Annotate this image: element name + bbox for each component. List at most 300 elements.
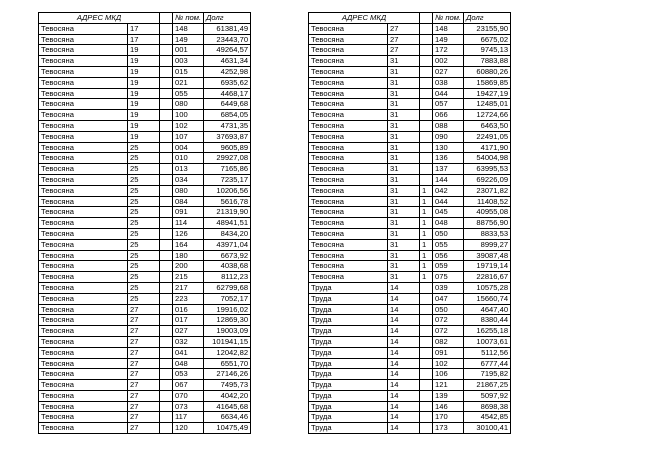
debt-cell: 10206,56 xyxy=(204,185,251,196)
street-cell: Тевосяна xyxy=(309,239,388,250)
debt-cell: 4171,90 xyxy=(464,142,511,153)
street-cell: Труда xyxy=(309,412,388,423)
table-row xyxy=(309,326,511,337)
house-cell: 31 xyxy=(388,196,420,207)
house-cell: 31 xyxy=(388,218,420,229)
house-cell: 17 xyxy=(128,34,160,45)
house-cell: 14 xyxy=(388,401,420,412)
table-row xyxy=(39,207,251,218)
table-row xyxy=(39,369,251,380)
building-cell xyxy=(420,153,433,164)
apartment-cell: 091 xyxy=(433,347,464,358)
building-cell xyxy=(160,196,173,207)
apartment-cell: 120 xyxy=(173,423,204,434)
table-row xyxy=(39,153,251,164)
table-row xyxy=(39,423,251,434)
table-row xyxy=(309,358,511,369)
apartment-cell: 164 xyxy=(173,239,204,250)
street-cell: Труда xyxy=(309,347,388,358)
table-row xyxy=(309,315,511,326)
debt-cell: 8999,27 xyxy=(464,239,511,250)
building-cell xyxy=(160,142,173,153)
building-cell xyxy=(160,412,173,423)
house-cell: 31 xyxy=(388,99,420,110)
street-cell: Тевосяна xyxy=(39,326,128,337)
debt-table-left xyxy=(38,12,251,434)
apartment-cell: 149 xyxy=(433,34,464,45)
street-cell: Тевосяна xyxy=(309,261,388,272)
street-cell: Труда xyxy=(309,304,388,315)
apartment-cell: 139 xyxy=(433,390,464,401)
house-cell: 31 xyxy=(388,120,420,131)
street-cell: Тевосяна xyxy=(39,66,128,77)
debt-cell: 4647,40 xyxy=(464,304,511,315)
apartment-cell: 148 xyxy=(433,23,464,34)
building-cell xyxy=(160,131,173,142)
street-cell: Тевосяна xyxy=(39,56,128,67)
table-row xyxy=(309,218,511,229)
building-cell xyxy=(420,380,433,391)
building-cell xyxy=(420,120,433,131)
table-row xyxy=(309,185,511,196)
debt-cell: 7195,82 xyxy=(464,369,511,380)
building-cell xyxy=(420,423,433,434)
apartment-cell: 044 xyxy=(433,196,464,207)
house-cell: 19 xyxy=(128,99,160,110)
debt-cell: 40955,08 xyxy=(464,207,511,218)
building-cell xyxy=(420,282,433,293)
apartment-cell: 053 xyxy=(173,369,204,380)
apartment-cell: 130 xyxy=(433,142,464,153)
street-cell: Тевосяна xyxy=(39,401,128,412)
apartment-cell: 001 xyxy=(173,45,204,56)
building-cell xyxy=(160,423,173,434)
building-cell xyxy=(160,390,173,401)
house-cell: 19 xyxy=(128,88,160,99)
house-cell: 31 xyxy=(388,174,420,185)
debt-cell: 43971,04 xyxy=(204,239,251,250)
street-cell: Тевосяна xyxy=(39,390,128,401)
debt-cell: 4252,98 xyxy=(204,66,251,77)
apartment-cell: 032 xyxy=(173,336,204,347)
building-cell xyxy=(160,34,173,45)
debt-cell: 4038,68 xyxy=(204,261,251,272)
table-row xyxy=(309,336,511,347)
header-row xyxy=(39,13,251,24)
table-row xyxy=(309,23,511,34)
debt-cell: 9605,89 xyxy=(204,142,251,153)
debt-cell: 10073,61 xyxy=(464,336,511,347)
house-cell: 14 xyxy=(388,369,420,380)
apartment-cell: 021 xyxy=(173,77,204,88)
street-cell: Труда xyxy=(309,401,388,412)
debt-cell: 4631,34 xyxy=(204,56,251,67)
building-cell xyxy=(160,153,173,164)
header-row xyxy=(309,13,511,24)
debt-cell: 37693,87 xyxy=(204,131,251,142)
street-cell: Тевосяна xyxy=(39,282,128,293)
debt-cell: 6551,70 xyxy=(204,358,251,369)
table-row xyxy=(39,282,251,293)
header-blank xyxy=(420,13,433,24)
street-cell: Труда xyxy=(309,358,388,369)
debt-cell: 16255,18 xyxy=(464,326,511,337)
apartment-cell: 090 xyxy=(433,131,464,142)
debt-cell: 6854,05 xyxy=(204,110,251,121)
apartment-cell: 126 xyxy=(173,228,204,239)
building-cell: 1 xyxy=(420,261,433,272)
debt-cell: 6935,62 xyxy=(204,77,251,88)
debt-cell: 8833,53 xyxy=(464,228,511,239)
debt-cell: 8434,20 xyxy=(204,228,251,239)
house-cell: 27 xyxy=(128,390,160,401)
table-row xyxy=(39,250,251,261)
apartment-cell: 050 xyxy=(433,228,464,239)
house-cell: 27 xyxy=(128,369,160,380)
table-row xyxy=(39,304,251,315)
debt-cell: 19003,09 xyxy=(204,326,251,337)
debt-cell: 6673,92 xyxy=(204,250,251,261)
debt-cell: 8112,23 xyxy=(204,272,251,283)
table-row xyxy=(309,380,511,391)
table-row xyxy=(39,380,251,391)
table-row xyxy=(309,250,511,261)
house-cell: 27 xyxy=(128,336,160,347)
building-cell xyxy=(420,142,433,153)
table-row xyxy=(309,66,511,77)
house-cell: 31 xyxy=(388,131,420,142)
apartment-cell: 044 xyxy=(433,88,464,99)
house-cell: 27 xyxy=(128,326,160,337)
apartment-cell: 217 xyxy=(173,282,204,293)
building-cell xyxy=(160,120,173,131)
building-cell xyxy=(160,293,173,304)
debt-cell: 41645,68 xyxy=(204,401,251,412)
apartment-cell: 223 xyxy=(173,293,204,304)
table-row xyxy=(39,77,251,88)
house-cell: 27 xyxy=(128,401,160,412)
house-cell: 25 xyxy=(128,272,160,283)
apartment-cell: 102 xyxy=(173,120,204,131)
street-cell: Тевосяна xyxy=(309,110,388,121)
building-cell xyxy=(420,110,433,121)
street-cell: Тевосяна xyxy=(309,185,388,196)
apartment-cell: 137 xyxy=(433,164,464,175)
street-cell: Тевосяна xyxy=(39,336,128,347)
table-row xyxy=(309,164,511,175)
debt-cell: 60880,26 xyxy=(464,66,511,77)
street-cell: Труда xyxy=(309,336,388,347)
street-cell: Труда xyxy=(309,380,388,391)
debt-cell: 22816,67 xyxy=(464,272,511,283)
street-cell: Тевосяна xyxy=(39,239,128,250)
debt-cell: 62799,68 xyxy=(204,282,251,293)
table-row xyxy=(39,110,251,121)
table-row xyxy=(309,347,511,358)
house-cell: 27 xyxy=(128,304,160,315)
street-cell: Тевосяна xyxy=(39,412,128,423)
street-cell: Тевосяна xyxy=(39,347,128,358)
table-row xyxy=(39,412,251,423)
house-cell: 14 xyxy=(388,412,420,423)
building-cell xyxy=(160,261,173,272)
building-cell xyxy=(420,99,433,110)
debt-cell: 6777,44 xyxy=(464,358,511,369)
street-cell: Тевосяна xyxy=(309,131,388,142)
apartment-cell: 149 xyxy=(173,34,204,45)
apartment-cell: 148 xyxy=(173,23,204,34)
street-cell: Тевосяна xyxy=(39,293,128,304)
street-cell: Тевосяна xyxy=(39,142,128,153)
table-row xyxy=(39,56,251,67)
building-cell xyxy=(160,369,173,380)
house-cell: 31 xyxy=(388,272,420,283)
street-cell: Тевосяна xyxy=(39,272,128,283)
building-cell xyxy=(420,347,433,358)
apt-header: № пом. xyxy=(173,13,204,24)
street-cell: Тевосяна xyxy=(39,153,128,164)
debt-cell: 61381,49 xyxy=(204,23,251,34)
table-row xyxy=(39,196,251,207)
apartment-cell: 048 xyxy=(433,218,464,229)
street-cell: Тевосяна xyxy=(309,45,388,56)
house-cell: 27 xyxy=(128,380,160,391)
apartment-cell: 173 xyxy=(433,423,464,434)
building-cell xyxy=(160,401,173,412)
apartment-cell: 180 xyxy=(173,250,204,261)
apartment-cell: 057 xyxy=(433,99,464,110)
house-cell: 31 xyxy=(388,142,420,153)
apt-header: № пом. xyxy=(433,13,464,24)
table-row xyxy=(39,34,251,45)
street-cell: Тевосяна xyxy=(39,23,128,34)
house-cell: 31 xyxy=(388,153,420,164)
table-row xyxy=(39,99,251,110)
debt-cell: 11408,52 xyxy=(464,196,511,207)
street-cell: Тевосяна xyxy=(39,218,128,229)
house-cell: 25 xyxy=(128,153,160,164)
apartment-cell: 004 xyxy=(173,142,204,153)
house-cell: 14 xyxy=(388,315,420,326)
street-cell: Тевосяна xyxy=(39,99,128,110)
debt-cell: 22491,05 xyxy=(464,131,511,142)
building-cell xyxy=(160,239,173,250)
street-cell: Тевосяна xyxy=(39,315,128,326)
debt-cell: 4468,17 xyxy=(204,88,251,99)
table-row xyxy=(39,174,251,185)
street-cell: Труда xyxy=(309,390,388,401)
debt-cell: 6634,46 xyxy=(204,412,251,423)
house-cell: 14 xyxy=(388,304,420,315)
apartment-cell: 027 xyxy=(173,326,204,337)
table-row xyxy=(39,142,251,153)
street-cell: Тевосяна xyxy=(309,207,388,218)
street-cell: Тевосяна xyxy=(39,88,128,99)
street-cell: Тевосяна xyxy=(309,120,388,131)
table-row xyxy=(309,239,511,250)
building-cell xyxy=(420,45,433,56)
building-cell: 1 xyxy=(420,218,433,229)
apartment-cell: 075 xyxy=(433,272,464,283)
table-row xyxy=(309,110,511,121)
building-cell: 1 xyxy=(420,272,433,283)
table-row xyxy=(309,390,511,401)
street-cell: Тевосяна xyxy=(309,228,388,239)
building-cell xyxy=(160,88,173,99)
debt-cell: 7165,86 xyxy=(204,164,251,175)
apartment-cell: 102 xyxy=(433,358,464,369)
building-cell xyxy=(420,34,433,45)
house-cell: 25 xyxy=(128,282,160,293)
debt-cell: 15869,85 xyxy=(464,77,511,88)
house-cell: 19 xyxy=(128,77,160,88)
house-cell: 27 xyxy=(388,34,420,45)
building-cell xyxy=(420,390,433,401)
table-row xyxy=(309,293,511,304)
debt-cell: 69226,09 xyxy=(464,174,511,185)
building-cell xyxy=(160,185,173,196)
table-row xyxy=(309,99,511,110)
building-cell xyxy=(160,380,173,391)
street-cell: Тевосяна xyxy=(309,34,388,45)
debt-cell: 10475,49 xyxy=(204,423,251,434)
table-row xyxy=(309,207,511,218)
debt-cell: 12724,66 xyxy=(464,110,511,121)
debt-cell: 8380,44 xyxy=(464,315,511,326)
table-row xyxy=(309,272,511,283)
house-cell: 25 xyxy=(128,196,160,207)
street-cell: Тевосяна xyxy=(309,23,388,34)
table-row xyxy=(39,347,251,358)
street-cell: Тевосяна xyxy=(309,142,388,153)
building-cell xyxy=(420,56,433,67)
apartment-cell: 107 xyxy=(173,131,204,142)
house-cell: 14 xyxy=(388,423,420,434)
debt-cell: 21867,25 xyxy=(464,380,511,391)
debt-cell: 12869,30 xyxy=(204,315,251,326)
building-cell xyxy=(420,174,433,185)
house-cell: 31 xyxy=(388,261,420,272)
table-row xyxy=(309,153,511,164)
debt-cell: 19719,14 xyxy=(464,261,511,272)
debt-cell: 4042,20 xyxy=(204,390,251,401)
table-row xyxy=(309,34,511,45)
debt-cell: 88756,90 xyxy=(464,218,511,229)
house-cell: 25 xyxy=(128,164,160,175)
apartment-cell: 039 xyxy=(433,282,464,293)
debt-cell: 12042,82 xyxy=(204,347,251,358)
debt-cell: 21319,90 xyxy=(204,207,251,218)
building-cell xyxy=(160,23,173,34)
street-cell: Тевосяна xyxy=(39,185,128,196)
house-cell: 25 xyxy=(128,293,160,304)
building-cell xyxy=(160,66,173,77)
apartment-cell: 073 xyxy=(173,401,204,412)
apartment-cell: 144 xyxy=(433,174,464,185)
building-cell xyxy=(420,164,433,175)
table-row xyxy=(39,120,251,131)
apartment-cell: 056 xyxy=(433,250,464,261)
building-cell xyxy=(160,282,173,293)
house-cell: 19 xyxy=(128,66,160,77)
house-cell: 25 xyxy=(128,174,160,185)
street-cell: Тевосяна xyxy=(309,174,388,185)
house-cell: 27 xyxy=(388,23,420,34)
apartment-cell: 091 xyxy=(173,207,204,218)
debt-cell: 15660,74 xyxy=(464,293,511,304)
house-cell: 19 xyxy=(128,56,160,67)
house-cell: 25 xyxy=(128,207,160,218)
debt-cell: 12485,01 xyxy=(464,99,511,110)
apartment-cell: 072 xyxy=(433,326,464,337)
debt-cell: 48941,51 xyxy=(204,218,251,229)
apartment-cell: 067 xyxy=(173,380,204,391)
house-cell: 27 xyxy=(128,347,160,358)
apartment-cell: 047 xyxy=(433,293,464,304)
debt-cell: 30100,41 xyxy=(464,423,511,434)
debt-cell: 7495,73 xyxy=(204,380,251,391)
table-row xyxy=(39,293,251,304)
building-cell xyxy=(420,369,433,380)
house-cell: 27 xyxy=(128,412,160,423)
debt-cell: 7883,88 xyxy=(464,56,511,67)
house-cell: 25 xyxy=(128,250,160,261)
debt-cell: 9745,13 xyxy=(464,45,511,56)
street-cell: Тевосяна xyxy=(39,196,128,207)
apartment-cell: 015 xyxy=(173,66,204,77)
header-blank xyxy=(160,13,173,24)
table-row xyxy=(309,261,511,272)
street-cell: Труда xyxy=(309,369,388,380)
debt-table-right xyxy=(308,12,511,434)
table-row xyxy=(39,336,251,347)
debt-cell: 54004,98 xyxy=(464,153,511,164)
debt-cell: 7235,17 xyxy=(204,174,251,185)
building-cell: 1 xyxy=(420,239,433,250)
table-row xyxy=(309,131,511,142)
table-row xyxy=(39,239,251,250)
table-row xyxy=(309,56,511,67)
table-row xyxy=(309,45,511,56)
debt-cell: 101941,15 xyxy=(204,336,251,347)
address-header: АДРЕС МКД xyxy=(39,13,160,24)
address-header: АДРЕС МКД xyxy=(309,13,420,24)
house-cell: 25 xyxy=(128,261,160,272)
house-cell: 27 xyxy=(128,358,160,369)
building-cell xyxy=(160,45,173,56)
building-cell xyxy=(160,358,173,369)
street-cell: Тевосяна xyxy=(39,77,128,88)
table-row xyxy=(39,326,251,337)
apartment-cell: 027 xyxy=(433,66,464,77)
apartment-cell: 172 xyxy=(433,45,464,56)
table-row xyxy=(39,164,251,175)
house-cell: 31 xyxy=(388,228,420,239)
apartment-cell: 041 xyxy=(173,347,204,358)
house-cell: 17 xyxy=(128,23,160,34)
table-row xyxy=(39,315,251,326)
table-row xyxy=(309,401,511,412)
apartment-cell: 050 xyxy=(433,304,464,315)
apartment-cell: 034 xyxy=(173,174,204,185)
apartment-cell: 059 xyxy=(433,261,464,272)
building-cell xyxy=(420,131,433,142)
debt-cell: 5097,92 xyxy=(464,390,511,401)
table-row xyxy=(39,401,251,412)
street-cell: Тевосяна xyxy=(39,131,128,142)
apartment-cell: 100 xyxy=(173,110,204,121)
debt-cell: 39087,48 xyxy=(464,250,511,261)
